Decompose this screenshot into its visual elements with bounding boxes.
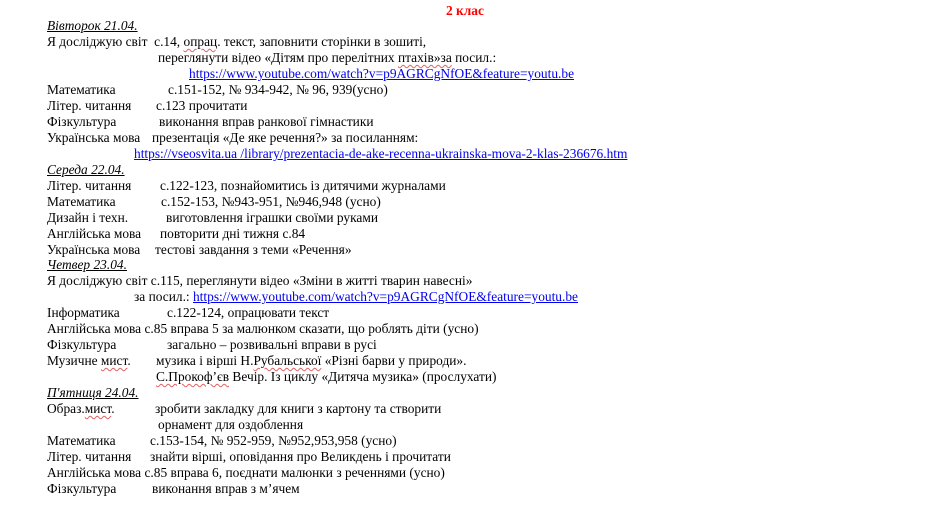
wed-design-task: виготовлення іграшки своїми руками bbox=[166, 210, 379, 225]
task-text: С.Прокоф’єв bbox=[156, 369, 230, 384]
subject-label: Музичне bbox=[47, 353, 101, 368]
thu-eng-row: Англійська мова с.85 вправа 5 за малюнком сказати, що роблять діти (усно) bbox=[47, 321, 479, 336]
thu-inf-subject: Інформатика bbox=[47, 305, 120, 320]
thu-music-task bbox=[156, 353, 466, 369]
task-text: посил.: bbox=[451, 50, 497, 65]
fri-art-task: зробити закладку для книги з картону та створити bbox=[155, 401, 442, 416]
task-text: птахів»за bbox=[397, 50, 452, 65]
thu-pe-task: загально – розвивальні вправи в русі bbox=[167, 337, 377, 352]
thu-explore-row-2 bbox=[134, 289, 578, 305]
subject-label: Я досліджую світ bbox=[47, 34, 148, 49]
task-text: музика і вірші Н. bbox=[156, 353, 254, 368]
task-text: с.14, bbox=[154, 34, 184, 49]
tue-pe-subject: Фізкультура bbox=[47, 114, 117, 129]
wed-ukr-subject: Українська мова bbox=[47, 242, 141, 257]
wed-math-subject: Математика bbox=[47, 194, 116, 209]
fri-pe-task: виконання вправ з м’ячем bbox=[152, 481, 300, 496]
wed-ukr-task: тестові завдання з теми «Речення» bbox=[155, 242, 352, 257]
fri-art-task-2: орнамент для оздоблення bbox=[158, 417, 304, 432]
thu-music-subject bbox=[47, 353, 131, 369]
fri-art-subject bbox=[47, 401, 115, 417]
youtube-link[interactable]: https://www.youtube.com/watch?v=p9AGRCgNfOE&feature=youtu.be bbox=[192, 289, 578, 304]
tue-ukr-task: презентація «Де яке речення?» за посиланням: bbox=[152, 130, 419, 145]
wed-eng-task: повторити дні тижня с.84 bbox=[160, 226, 306, 241]
subject-label: мист bbox=[100, 353, 128, 368]
day-heading-friday: П'ятниця 24.04. bbox=[47, 385, 139, 400]
vseosvita-link[interactable]: https://vseosvita.ua /library/prezentacia-de-ake-recenna-ukrainska-mova-2-klas-236676.htm bbox=[134, 146, 628, 161]
tue-math-task: с.151-152, № 934-942, № 96, 939(усно) bbox=[168, 82, 388, 97]
youtube-link[interactable]: https://www.youtube.com/watch?v=p9AGRCgNfOE&feature=youtu.be bbox=[189, 66, 575, 81]
thu-explore-row bbox=[47, 273, 472, 289]
fri-lit-task: знайти вірші, оповідання про Великдень і прочитати bbox=[150, 449, 451, 464]
thu-music-task-2 bbox=[156, 369, 497, 385]
tue-lit-task: с.123 прочитати bbox=[156, 98, 248, 113]
subject-label: . bbox=[111, 401, 115, 416]
task-text: с.115, переглянути відео «Зміни в житті тварин навесні» bbox=[150, 273, 473, 288]
task-text: Рубальської bbox=[253, 353, 322, 368]
wed-lit-task: с.122-123, познайомитись із дитячими журналами bbox=[160, 178, 446, 193]
task-text: Вечір. Із циклу «Дитяча музика» (прослухати) bbox=[229, 369, 497, 384]
subject-label: . bbox=[127, 353, 131, 368]
tue-ukr-subject: Українська мова bbox=[47, 130, 141, 145]
tue-lit-subject: Літер. читання bbox=[47, 98, 132, 113]
page-title: 2 клас bbox=[446, 3, 484, 18]
subject-label: Образ. bbox=[47, 401, 85, 416]
fri-math-task: с.153-154, № 952-959, №952,953,958 (усно) bbox=[150, 433, 397, 448]
task-text: опрац bbox=[183, 34, 218, 49]
thu-pe-subject: Фізкультура bbox=[47, 337, 117, 352]
task-text: переглянути відео «Дітям про перелітних bbox=[158, 50, 398, 65]
fri-pe-subject: Фізкультура bbox=[47, 481, 117, 496]
tue-explore-row-2 bbox=[158, 50, 496, 66]
tue-pe-task: виконання вправ ранкової гімнастики bbox=[159, 114, 374, 129]
wed-math-task: с.152-153, №943-951, №946,948 (усно) bbox=[161, 194, 381, 209]
task-text: . текст, заповнити сторінки в зошиті, bbox=[217, 34, 427, 49]
day-heading-thursday: Четвер 23.04. bbox=[47, 257, 127, 272]
tue-math-subject: Математика bbox=[47, 82, 116, 97]
subject-label: Я досліджую світ bbox=[47, 273, 148, 288]
wed-lit-subject: Літер. читання bbox=[47, 178, 132, 193]
wed-design-subject: Дизайн і техн. bbox=[47, 210, 129, 225]
fri-lit-subject: Літер. читання bbox=[47, 449, 132, 464]
fri-math-subject: Математика bbox=[47, 433, 116, 448]
subject-label: мист bbox=[84, 401, 112, 416]
day-heading-wednesday: Середа 22.04. bbox=[47, 162, 125, 177]
task-text: «Різні барви у природи». bbox=[321, 353, 467, 368]
fri-eng-row: Англійська мова с.85 вправа 6, поєднати малюнки з реченнями (усно) bbox=[47, 465, 445, 480]
day-heading-tuesday: Вівторок 21.04. bbox=[47, 18, 138, 33]
wed-eng-subject: Англійська мова bbox=[47, 226, 142, 241]
thu-inf-task: с.122-124, опрацювати текст bbox=[167, 305, 330, 320]
task-text: за посил.: bbox=[134, 289, 193, 304]
tue-explore-row bbox=[47, 34, 426, 50]
